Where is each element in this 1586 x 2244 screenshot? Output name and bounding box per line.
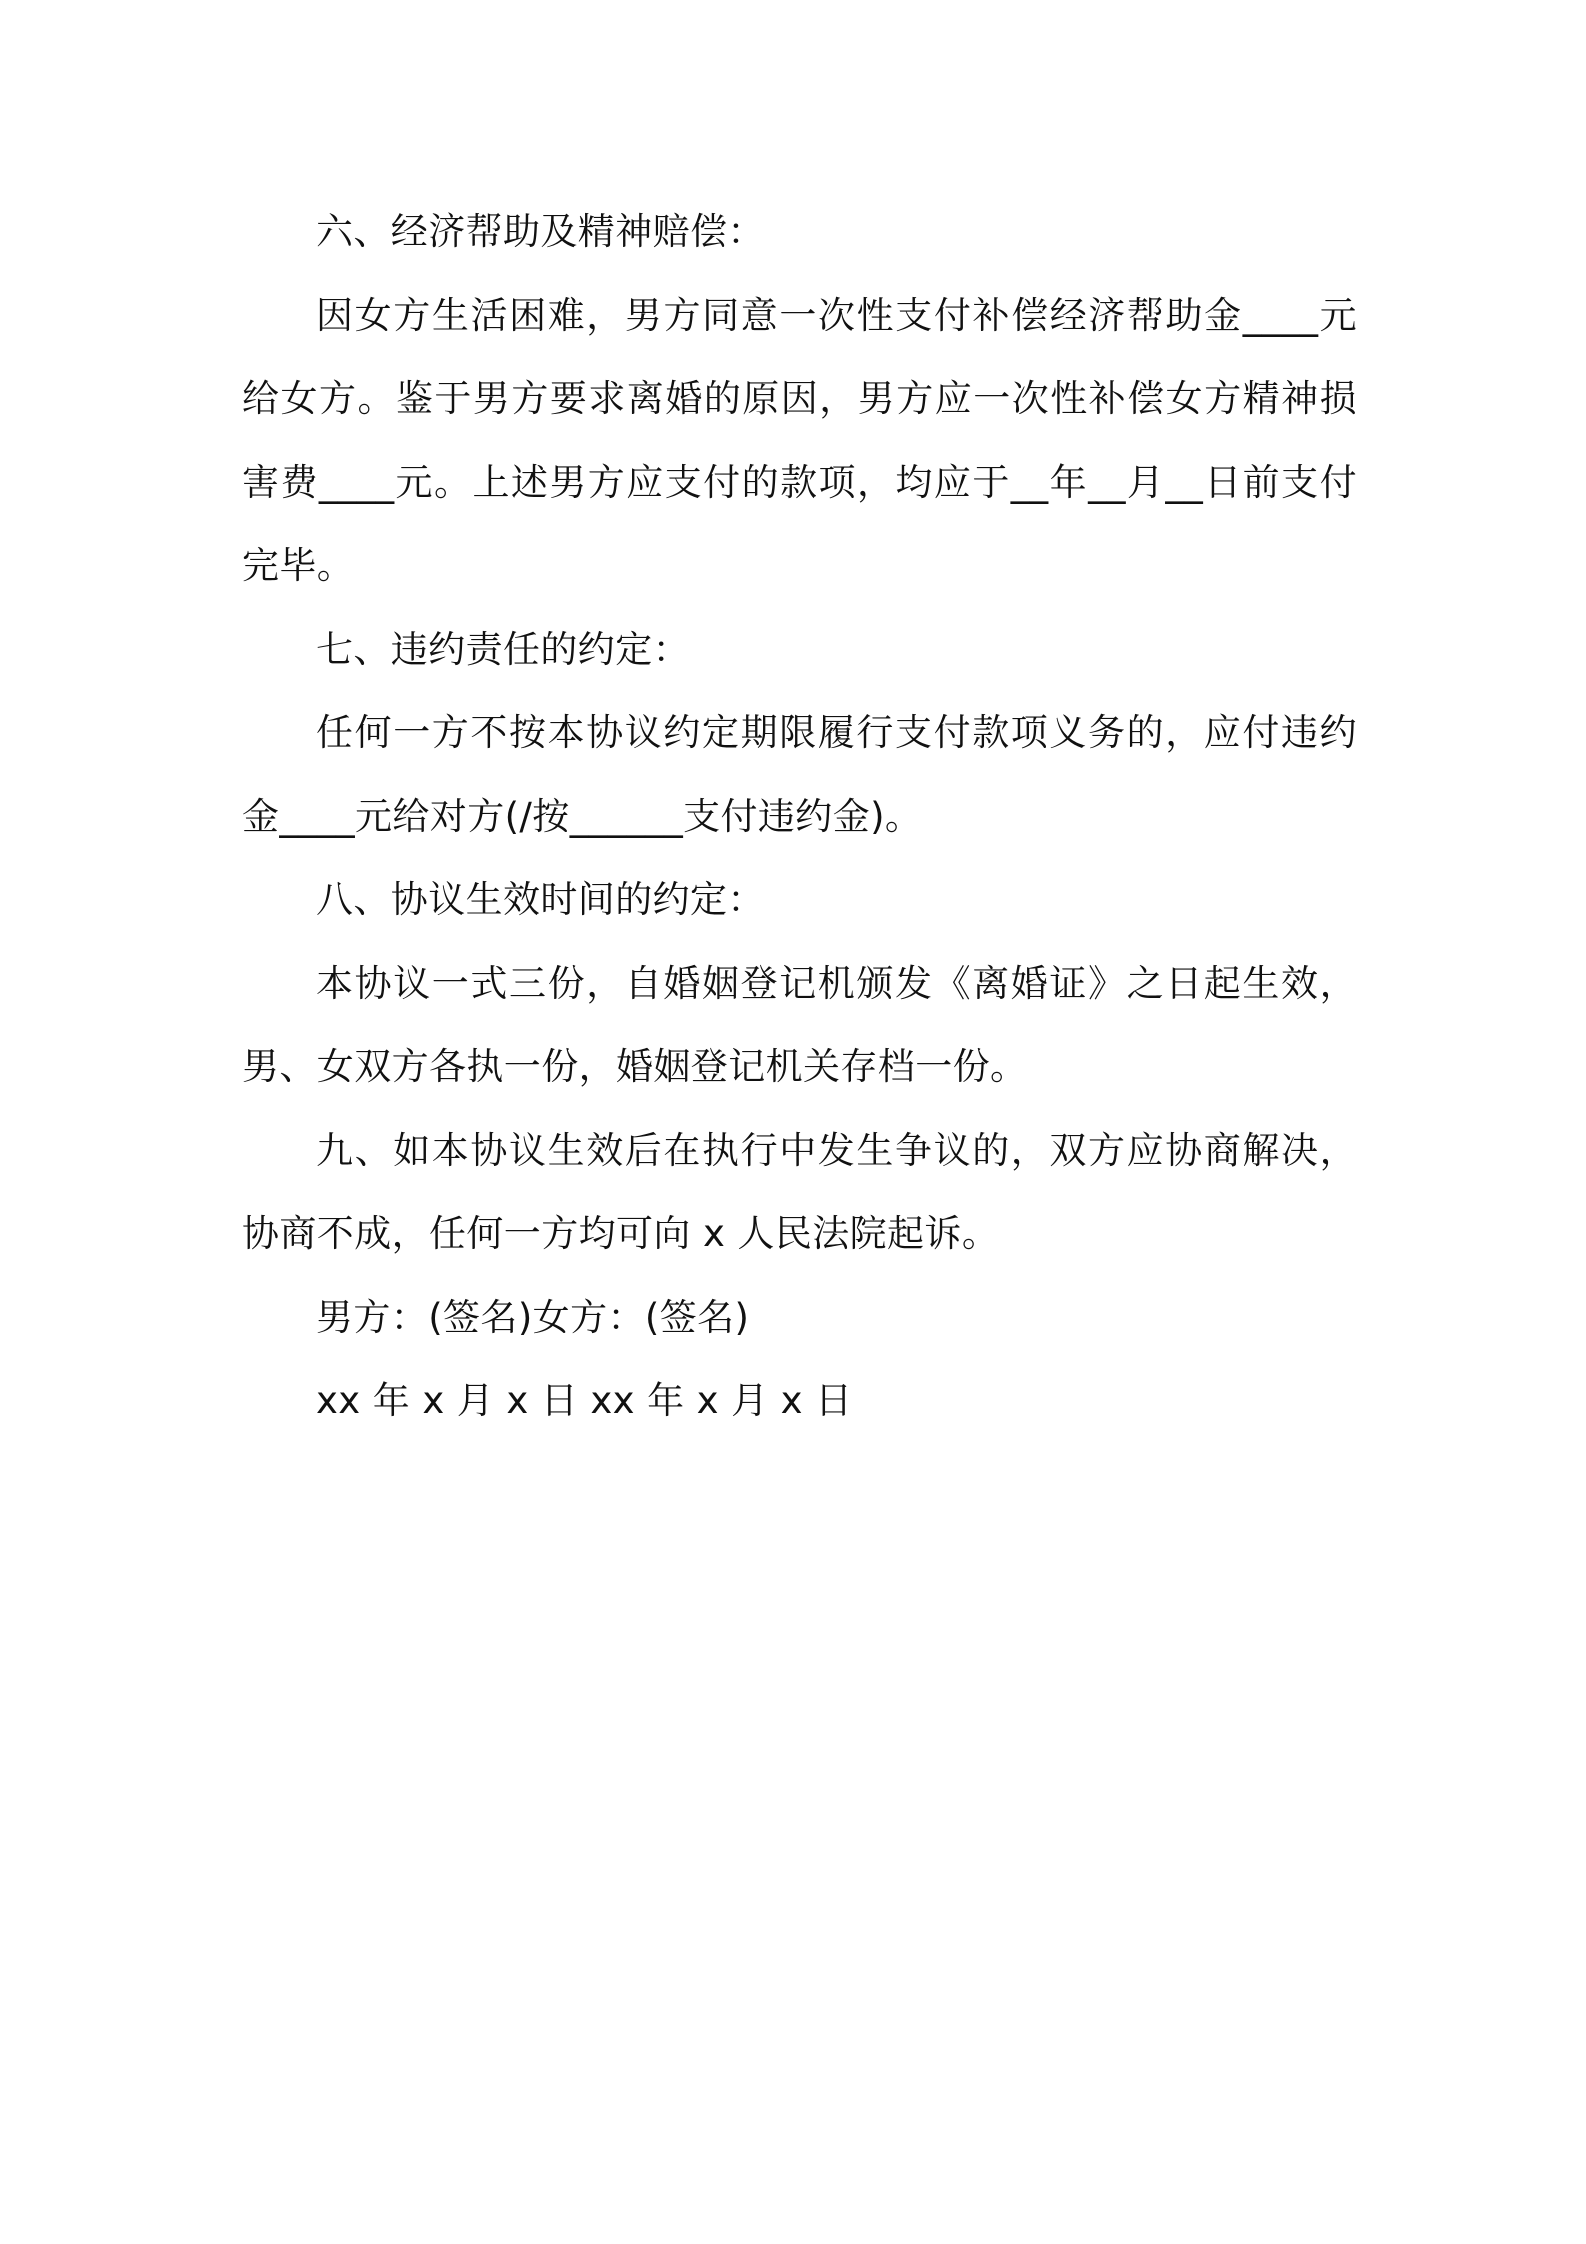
signature-line: 男方：(签名)女方：(签名) <box>316 1295 750 1339</box>
document-body <box>242 190 1357 1443</box>
paragraph-breach-liability: 任何一方不按本协议约定期限履行支付款项义务的，应付违约金____元给对方(/按______支付违约金)。 <box>242 711 1357 838</box>
date-line: xx 年 x 月 x 日 xx 年 x 月 x 日 <box>316 1379 853 1422</box>
section-heading-effective-time: 八、协议生效时间的约定： <box>316 878 765 921</box>
paragraph-dispute-resolution: 九、如本协议生效后在执行中发生争议的，双方应协商解决，协商不成，任何一方均可向 x 人民法院起诉。 <box>242 1128 1357 1255</box>
paragraph-effective-time: 本协议一式三份，自婚姻登记机颁发《离婚证》之日起生效，男、女双方各执一份，婚姻登记机关存档一份。 <box>242 961 1357 1088</box>
section-heading-breach-liability: 七、违约责任的约定： <box>316 627 690 671</box>
paragraph-economic-help: 因女方生活困难，男方同意一次性支付补偿经济帮助金____元给女方。鉴于男方要求离婚的原因，男方应一次性补偿女方精神损害费____元。上述男方应支付的款项，均应于__年__月__日前支付完毕。 <box>242 293 1357 587</box>
section-heading-economic-help: 六、经济帮助及精神赔偿： <box>316 210 765 253</box>
